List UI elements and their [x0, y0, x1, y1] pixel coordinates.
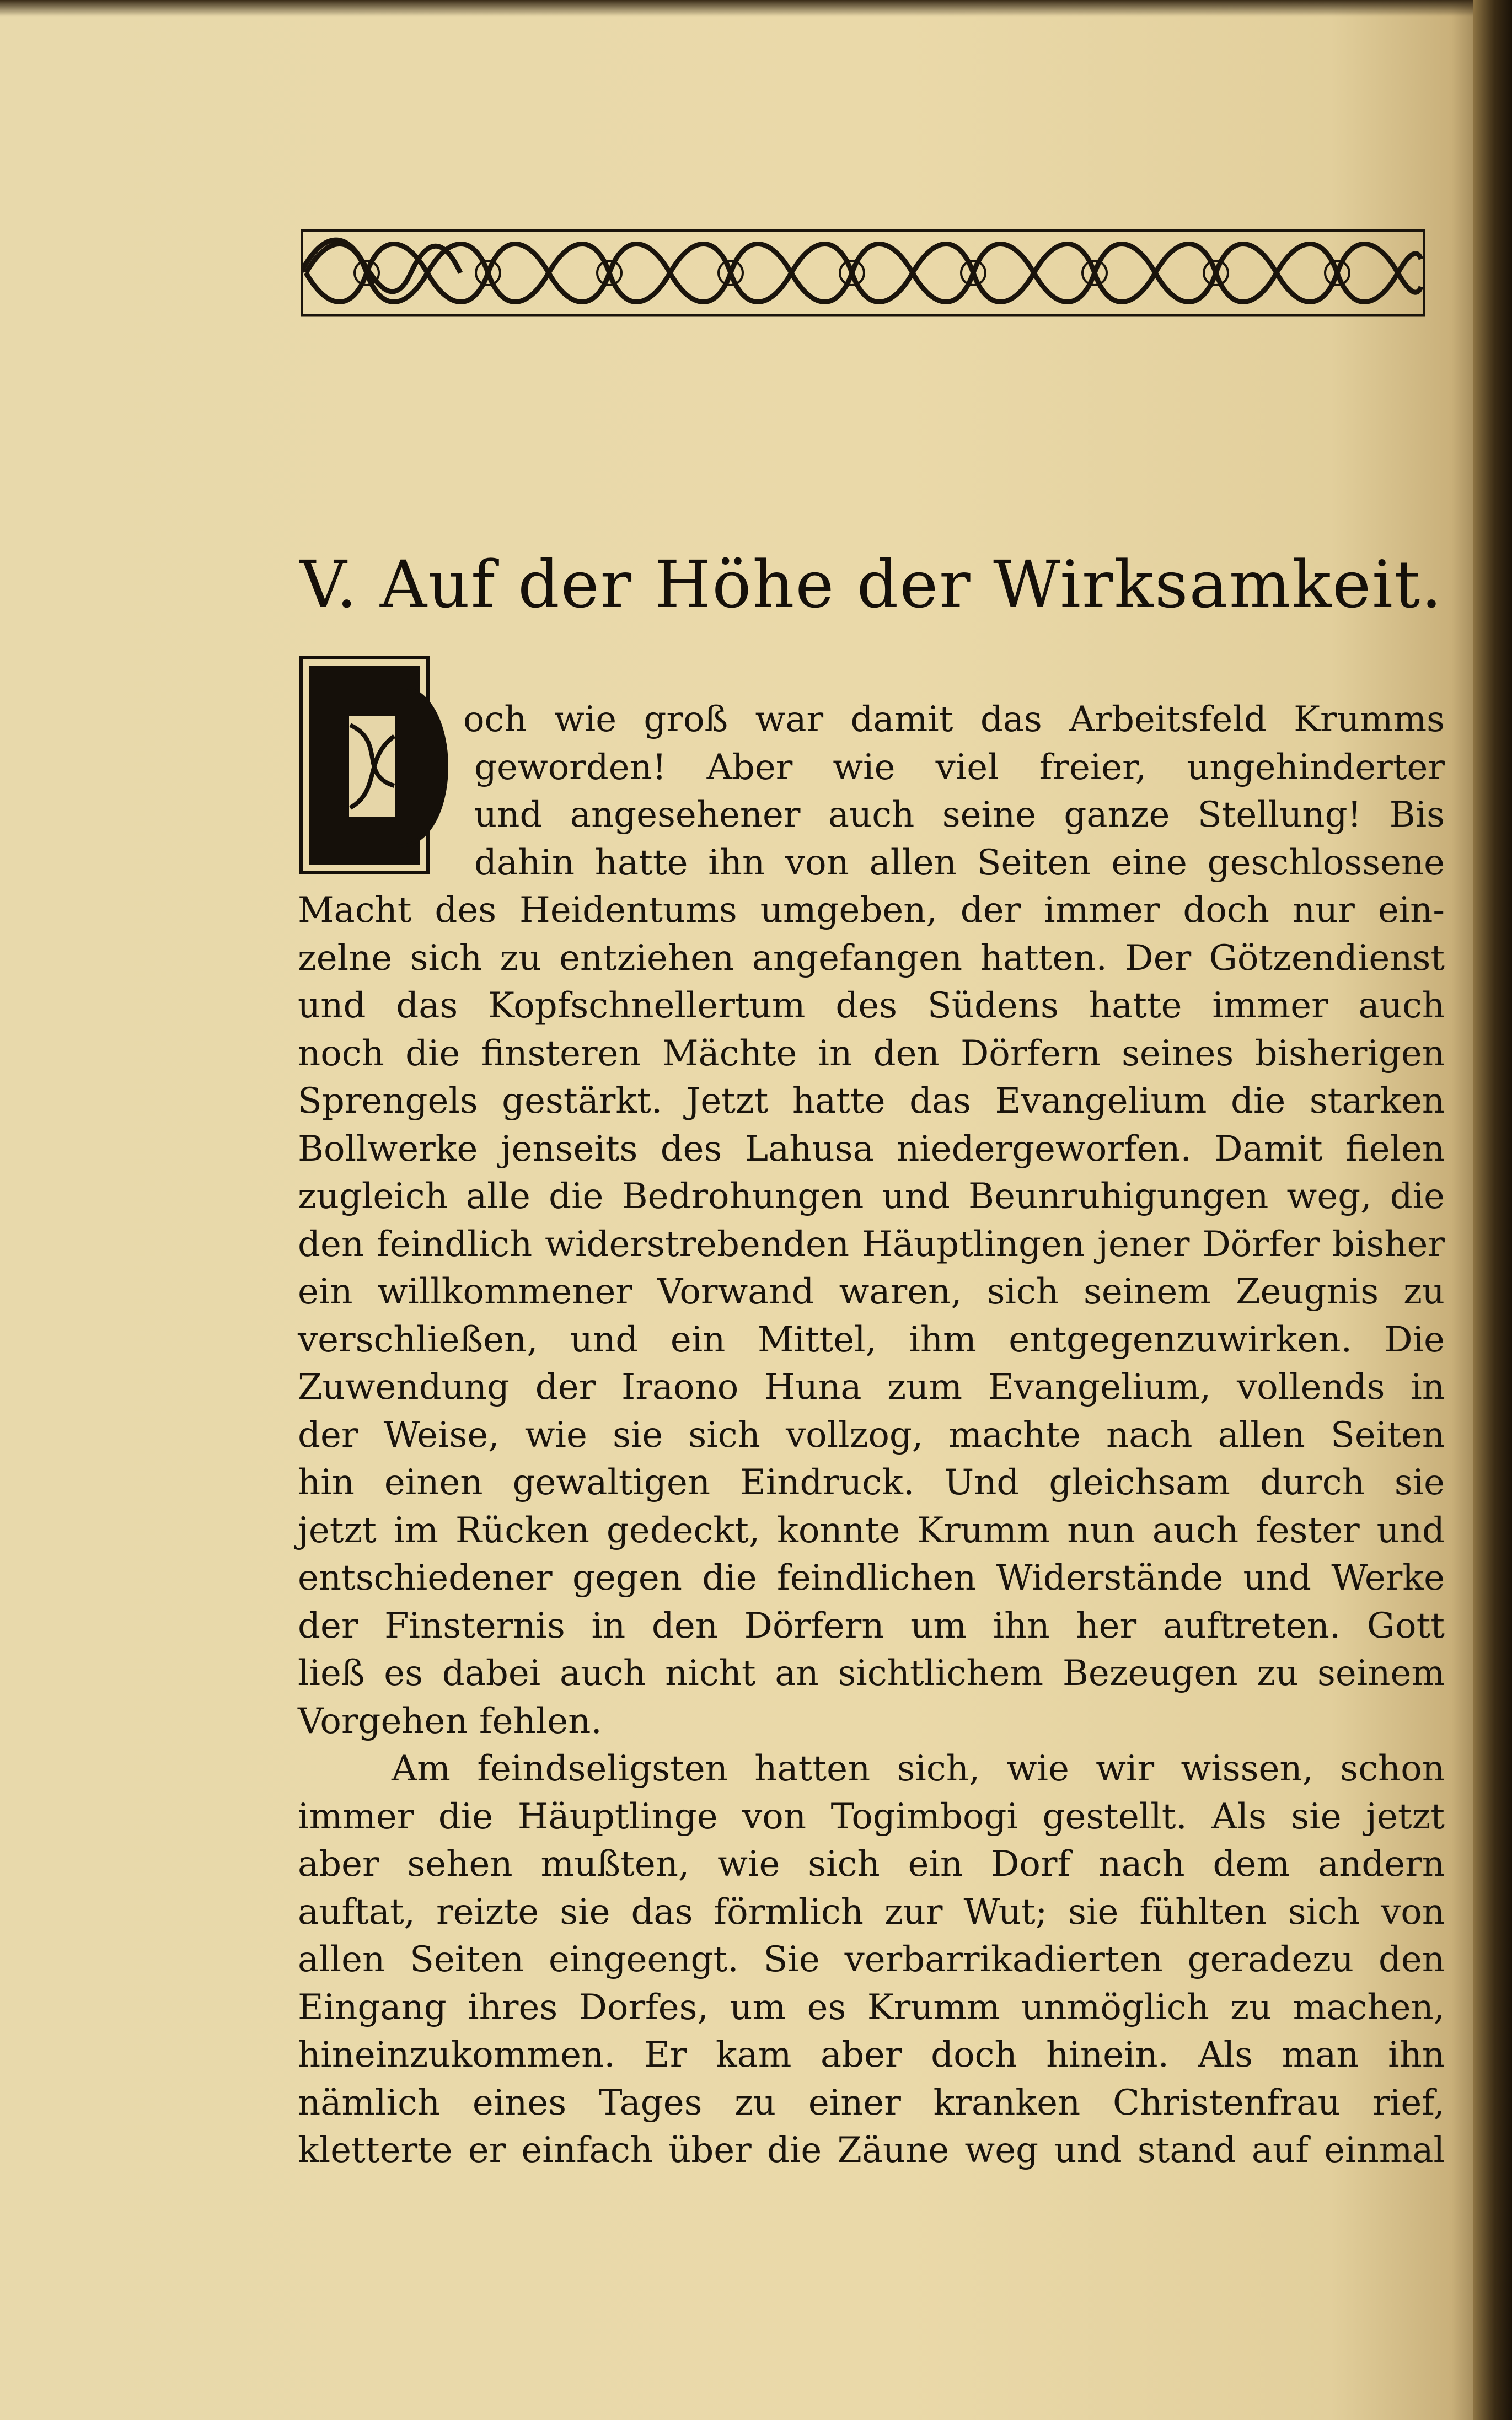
text-line: und angesehener auch seine ganze Stellung! Bis — [474, 795, 1445, 835]
text-line: auftat, reizte sie das förmlich zur Wut; sie fühlten sich von — [298, 1891, 1445, 1933]
text-line: dahin hatte ihn von allen Seiten eine geschlossene — [474, 842, 1445, 883]
text-line: hin einen gewaltigen Eindruck. Und gleichsam durch sie — [298, 1462, 1445, 1503]
text-line: jetzt im Rücken gedeckt, konnte Krumm nun auch fester und — [298, 1510, 1445, 1551]
text-line: Eingang ihres Dorfes, um es Krumm unmöglich zu machen, — [298, 1987, 1445, 2028]
text-line: Bollwerke jenseits des Lahusa niedergeworfen. Damit fielen — [298, 1128, 1445, 1169]
text-line: der Finsternis in den Dörfern um ihn her auftreten. Gott — [298, 1605, 1445, 1646]
text-line: verschließen, und ein Mittel, ihm entgegenzuwirken. Die — [298, 1319, 1445, 1360]
book-spine-edge — [1473, 0, 1512, 2420]
text-line: hineinzukommen. Er kam aber doch hinein. Als man ihn — [298, 2035, 1445, 2075]
text-line: nämlich eines Tages zu einer kranken Christenfrau rief, — [298, 2082, 1445, 2123]
text-line: ein willkommener Vorwand waren, sich seinem Zeugnis zu — [298, 1271, 1445, 1312]
text-line: ließ es dabei auch nicht an sichtlichem Bezeugen zu seinem — [298, 1653, 1445, 1694]
text-line: entschiedener gegen die feindlichen Widerstände und Werke — [298, 1558, 1445, 1598]
text-line: immer die Häuptlinge von Togimbogi gestellt. Als sie jetzt — [298, 1796, 1445, 1837]
text-line: zugleich alle die Bedrohungen und Beunruhigungen weg, die — [298, 1176, 1445, 1217]
page-top-shadow — [0, 0, 1512, 17]
decorative-initial — [298, 653, 474, 879]
text-line: Am feindseligsten hatten sich, wie wir wissen, schon — [392, 1748, 1445, 1789]
chapter-title: V. Auf der Höhe der Wirksamkeit. — [299, 546, 1443, 623]
text-line: und das Kopfschnellertum des Südens hatte immer auch — [298, 985, 1445, 1026]
text-line: Vorgehen fehlen. — [298, 1700, 602, 1742]
ornamental-header-band — [301, 226, 1425, 320]
text-line: allen Seiten eingeengt. Sie verbarrikadierten geradezu den — [298, 1939, 1445, 1980]
text-line: Sprengels gestärkt. Jetzt hatte das Evangelium die starken — [298, 1081, 1445, 1122]
text-line: aber sehen mußten, wie sich ein Dorf nach dem andern — [298, 1844, 1445, 1885]
text-line: noch die finsteren Mächte in den Dörfern seines bisherigen — [298, 1033, 1445, 1074]
text-line: och wie groß war damit das Arbeitsfeld Krumms — [463, 699, 1445, 740]
text-line: der Weise, wie sie sich vollzog, machte nach allen Seiten — [298, 1414, 1445, 1456]
text-line: zelne sich zu entziehen angefangen hatten. Der Götzendienst — [298, 937, 1445, 979]
text-line: Zuwendung der Iraono Huna zum Evangelium, vollends in — [298, 1367, 1445, 1408]
text-line: geworden! Aber wie viel freier, ungehinderter — [474, 747, 1445, 788]
text-line: den feindlich widerstrebenden Häuptlingen jener Dörfer bisher — [298, 1224, 1445, 1265]
text-line: kletterte er einfach über die Zäune weg und stand auf einmal — [298, 2130, 1445, 2171]
text-line: Macht des Heidentums umgeben, der immer doch nur ein- — [298, 890, 1445, 931]
initial-letter — [298, 653, 474, 879]
